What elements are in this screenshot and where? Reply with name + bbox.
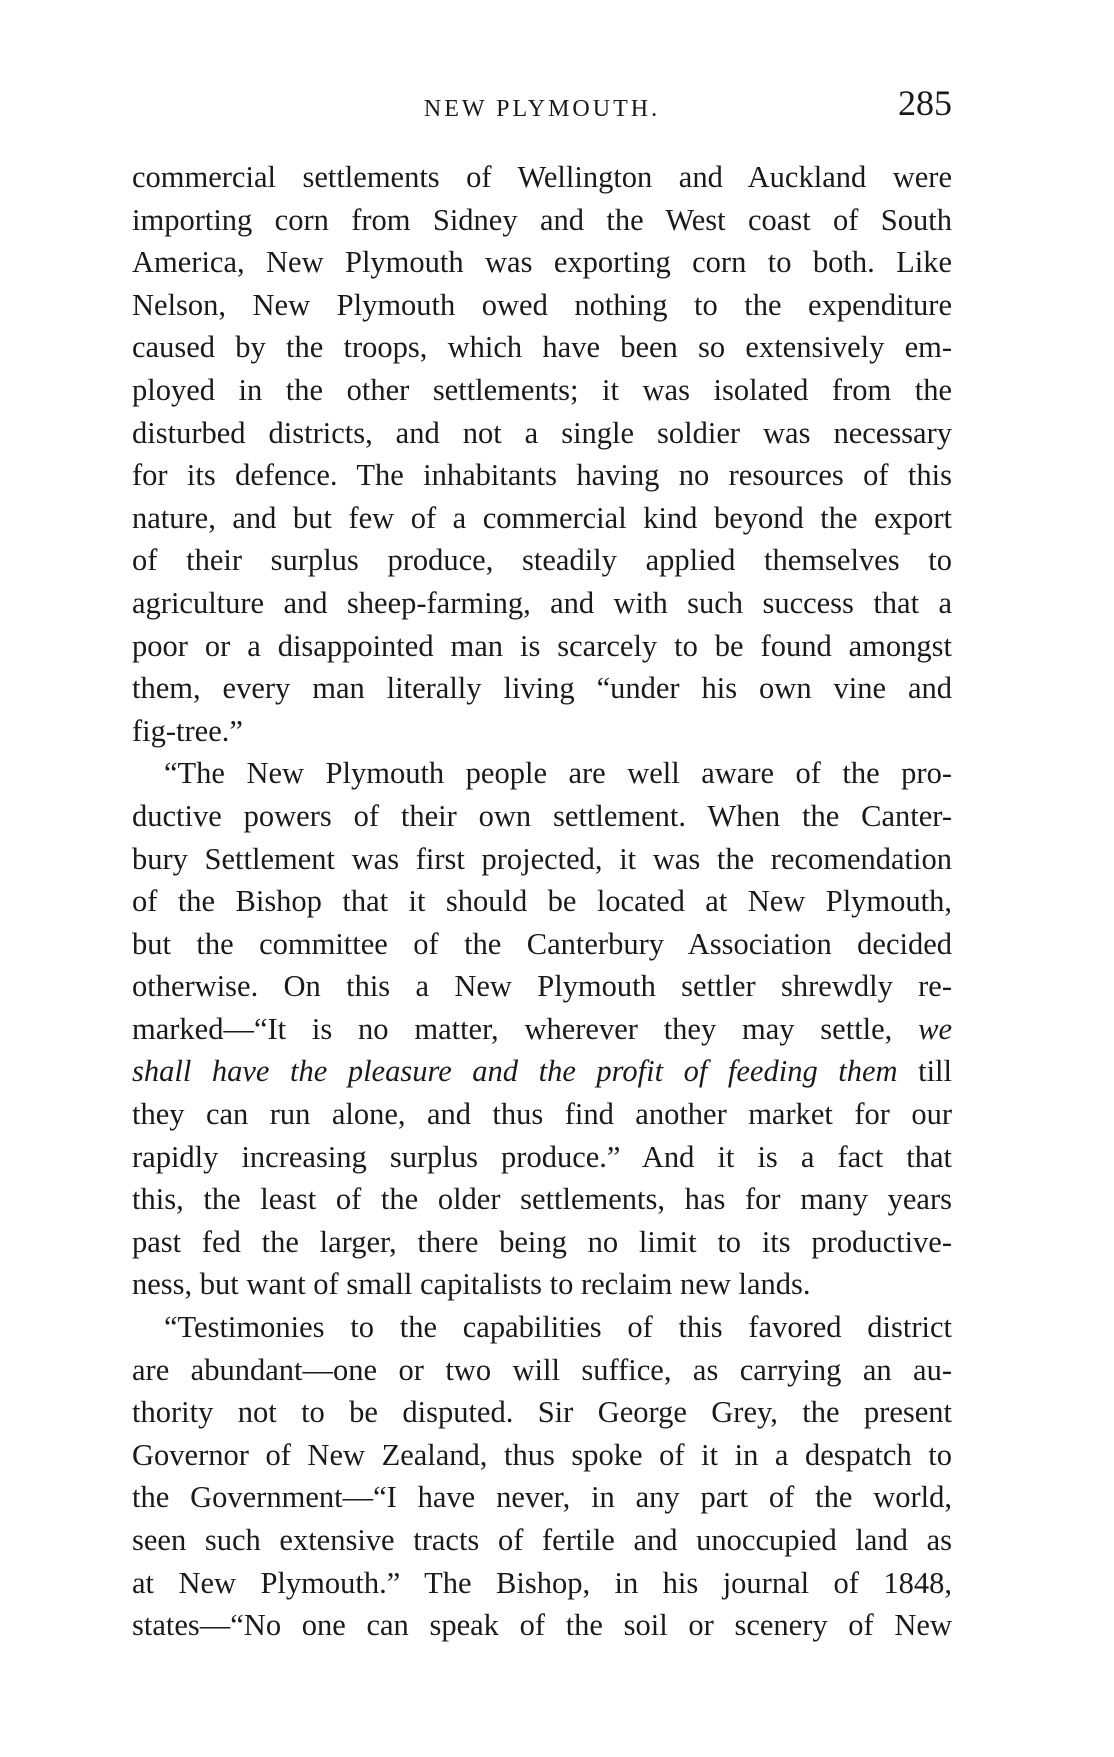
text-segment: caused by the troops, which have been so extensively em- xyxy=(132,330,952,365)
text-line xyxy=(132,369,952,412)
text-line xyxy=(132,284,952,327)
text-segment: marked—“It is no matter, wherever they may settle, xyxy=(132,1011,919,1046)
page-number: 285 xyxy=(898,83,952,123)
text-line xyxy=(132,923,952,966)
text-line xyxy=(132,1519,952,1562)
text-line xyxy=(132,752,952,795)
text-segment: till xyxy=(897,1054,953,1089)
text-segment: “The New Plymouth people are well aware of the pro- xyxy=(164,756,952,791)
text-line xyxy=(132,1349,952,1392)
text-line xyxy=(132,710,952,753)
text-segment: the Government—“I have never, in any part of the world, xyxy=(132,1480,952,1515)
text-line xyxy=(132,667,952,710)
text-segment: agriculture and sheep-farming, and with such success that a xyxy=(132,585,952,620)
text-segment: nature, and but few of a commercial kind beyond the export xyxy=(132,500,952,535)
text-line xyxy=(132,1221,952,1264)
text-segment: for its defence. The inhabitants having no resources of this xyxy=(132,458,952,493)
text-line xyxy=(132,625,952,668)
body-text xyxy=(132,156,952,1647)
text-segment: at New Plymouth.” The Bishop, in his journal of 1848, xyxy=(132,1565,952,1600)
text-segment: disturbed districts, and not a single soldier was necessary xyxy=(132,415,952,450)
text-line xyxy=(132,795,952,838)
text-segment: commercial settlements of Wellington and Auckland were xyxy=(132,160,952,194)
text-segment: states—“No one can speak of the soil or scenery of New xyxy=(132,1608,952,1643)
text-line xyxy=(132,1263,952,1306)
text-line xyxy=(132,199,952,242)
text-segment: of their surplus produce, steadily applied themselves to xyxy=(132,543,952,578)
text-segment: ductive powers of their own settlement. When the Canter- xyxy=(132,798,952,833)
text-line xyxy=(132,412,952,455)
text-segment: them, every man literally living “under his own vine and xyxy=(132,671,952,706)
text-segment: Nelson, New Plymouth owed nothing to the expenditure xyxy=(132,287,952,322)
text-segment: Governor of New Zealand, thus spoke of it in a despatch to xyxy=(132,1437,952,1472)
running-head xyxy=(132,82,952,132)
text-line xyxy=(132,1434,952,1477)
text-line xyxy=(132,1604,952,1647)
text-segment: poor or a disappointed man is scarcely to be found amongst xyxy=(132,628,952,663)
italic-text: we xyxy=(918,1011,952,1046)
text-line xyxy=(132,1050,952,1093)
text-segment: bury Settlement was first projected, it was the recomendation xyxy=(132,841,952,876)
text-line xyxy=(132,454,952,497)
text-line xyxy=(132,1391,952,1434)
text-line xyxy=(132,838,952,881)
text-line xyxy=(132,965,952,1008)
text-segment: “Testimonies to the capabilities of this favored district xyxy=(164,1310,952,1345)
text-line xyxy=(132,1178,952,1221)
text-segment: they can run alone, and thus find another market for our xyxy=(132,1097,952,1132)
text-line xyxy=(132,539,952,582)
text-line xyxy=(132,1562,952,1605)
text-line xyxy=(132,1008,952,1051)
text-line xyxy=(132,156,952,199)
text-line xyxy=(132,880,952,923)
italic-text: shall have the pleasure and the profit of feeding them xyxy=(132,1054,898,1089)
text-segment: but the committee of the Canterbury Association decided xyxy=(132,926,952,961)
text-segment: are abundant—one or two will suffice, as carrying an au- xyxy=(132,1352,952,1387)
text-segment: past fed the larger, there being no limit to its productive- xyxy=(132,1224,952,1259)
text-line xyxy=(132,1306,952,1349)
text-segment: ness, but want of small capitalists to reclaim new lands. xyxy=(132,1267,811,1302)
text-segment: America, New Plymouth was exporting corn to both. Like xyxy=(132,245,952,280)
text-segment: importing corn from Sidney and the West coast of South xyxy=(132,202,952,237)
text-segment: otherwise. On this a New Plymouth settler shrewdly re- xyxy=(132,969,952,1004)
text-segment: of the Bishop that it should be located at New Plymouth, xyxy=(132,884,952,919)
text-line xyxy=(132,582,952,625)
text-segment: fig-tree.” xyxy=(132,713,243,748)
text-line xyxy=(132,1093,952,1136)
text-line xyxy=(132,326,952,369)
text-line xyxy=(132,497,952,540)
running-title: NEW PLYMOUTH. xyxy=(423,96,661,122)
text-segment: rapidly increasing surplus produce.” And it is a fact that xyxy=(132,1139,952,1174)
text-segment: seen such extensive tracts of fertile and unoccupied land as xyxy=(132,1523,952,1557)
text-segment: ployed in the other settlements; it was isolated from the xyxy=(132,372,952,407)
text-segment: this, the least of the older settlements, has for many years xyxy=(132,1182,952,1217)
text-segment: thority not to be disputed. Sir George Grey, the present xyxy=(132,1395,952,1430)
text-line xyxy=(132,241,952,284)
text-line xyxy=(132,1136,952,1179)
text-line xyxy=(132,1476,952,1519)
